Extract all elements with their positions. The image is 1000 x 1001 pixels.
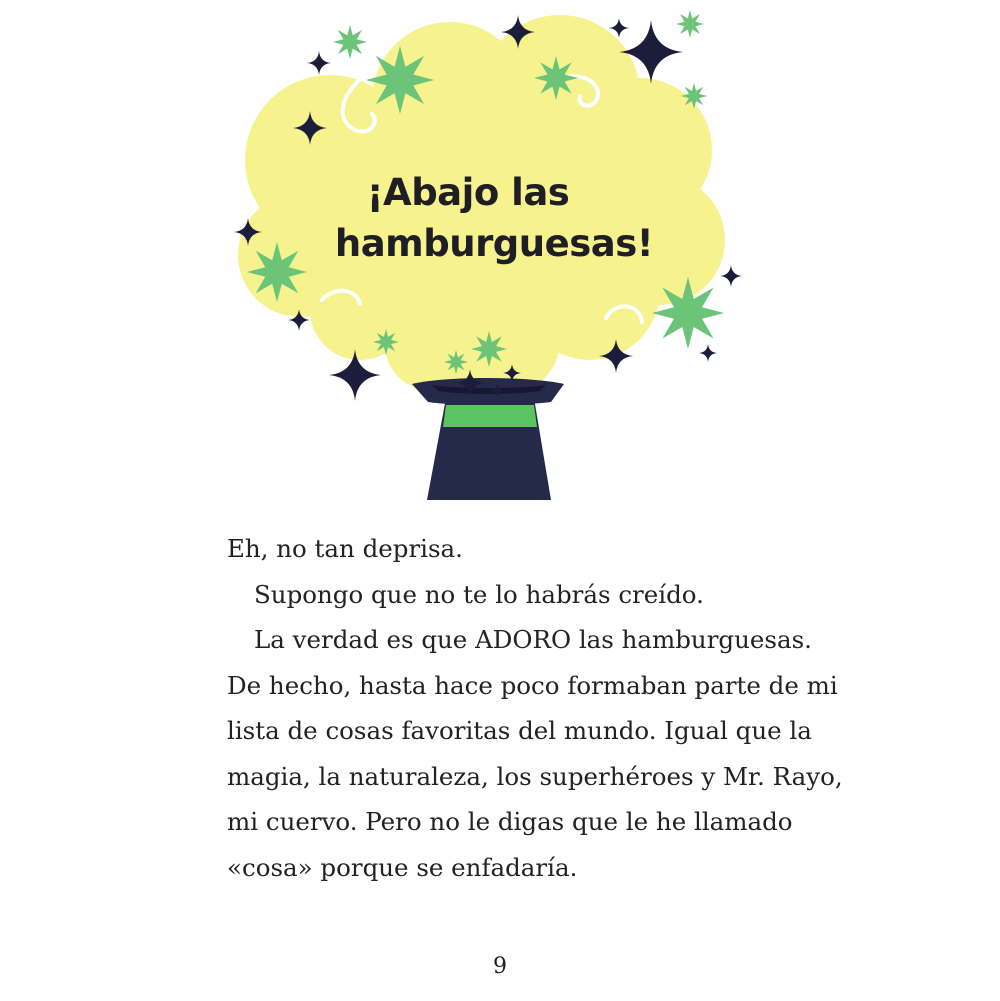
story-text	[227, 526, 843, 890]
text-line-3: La verdad es que ADORO las hamburguesas.	[254, 625, 812, 654]
page-number: 9	[493, 954, 507, 979]
magic-hat	[412, 378, 564, 500]
text-line-8: «cosa» porque se enfadaría.	[227, 852, 578, 882]
text-line-5: lista de cosas favoritas del mundo. Igual que la	[227, 716, 812, 745]
text-line-2: Supongo que no te lo habrás creído.	[254, 579, 704, 609]
text-line-7: mi cuervo. Pero no le digas que le he llamado	[227, 807, 793, 836]
text-line-4: De hecho, hasta hace poco formaban parte de mi	[227, 670, 838, 700]
headline-line-2: hamburguesas!	[334, 222, 654, 265]
text-line-6: magia, la naturaleza, los superhéroes y Mr. Rayo,	[227, 761, 843, 791]
headline-line-1: ¡Abajo las	[366, 171, 570, 214]
text-line-1: Eh, no tan deprisa.	[227, 534, 463, 563]
